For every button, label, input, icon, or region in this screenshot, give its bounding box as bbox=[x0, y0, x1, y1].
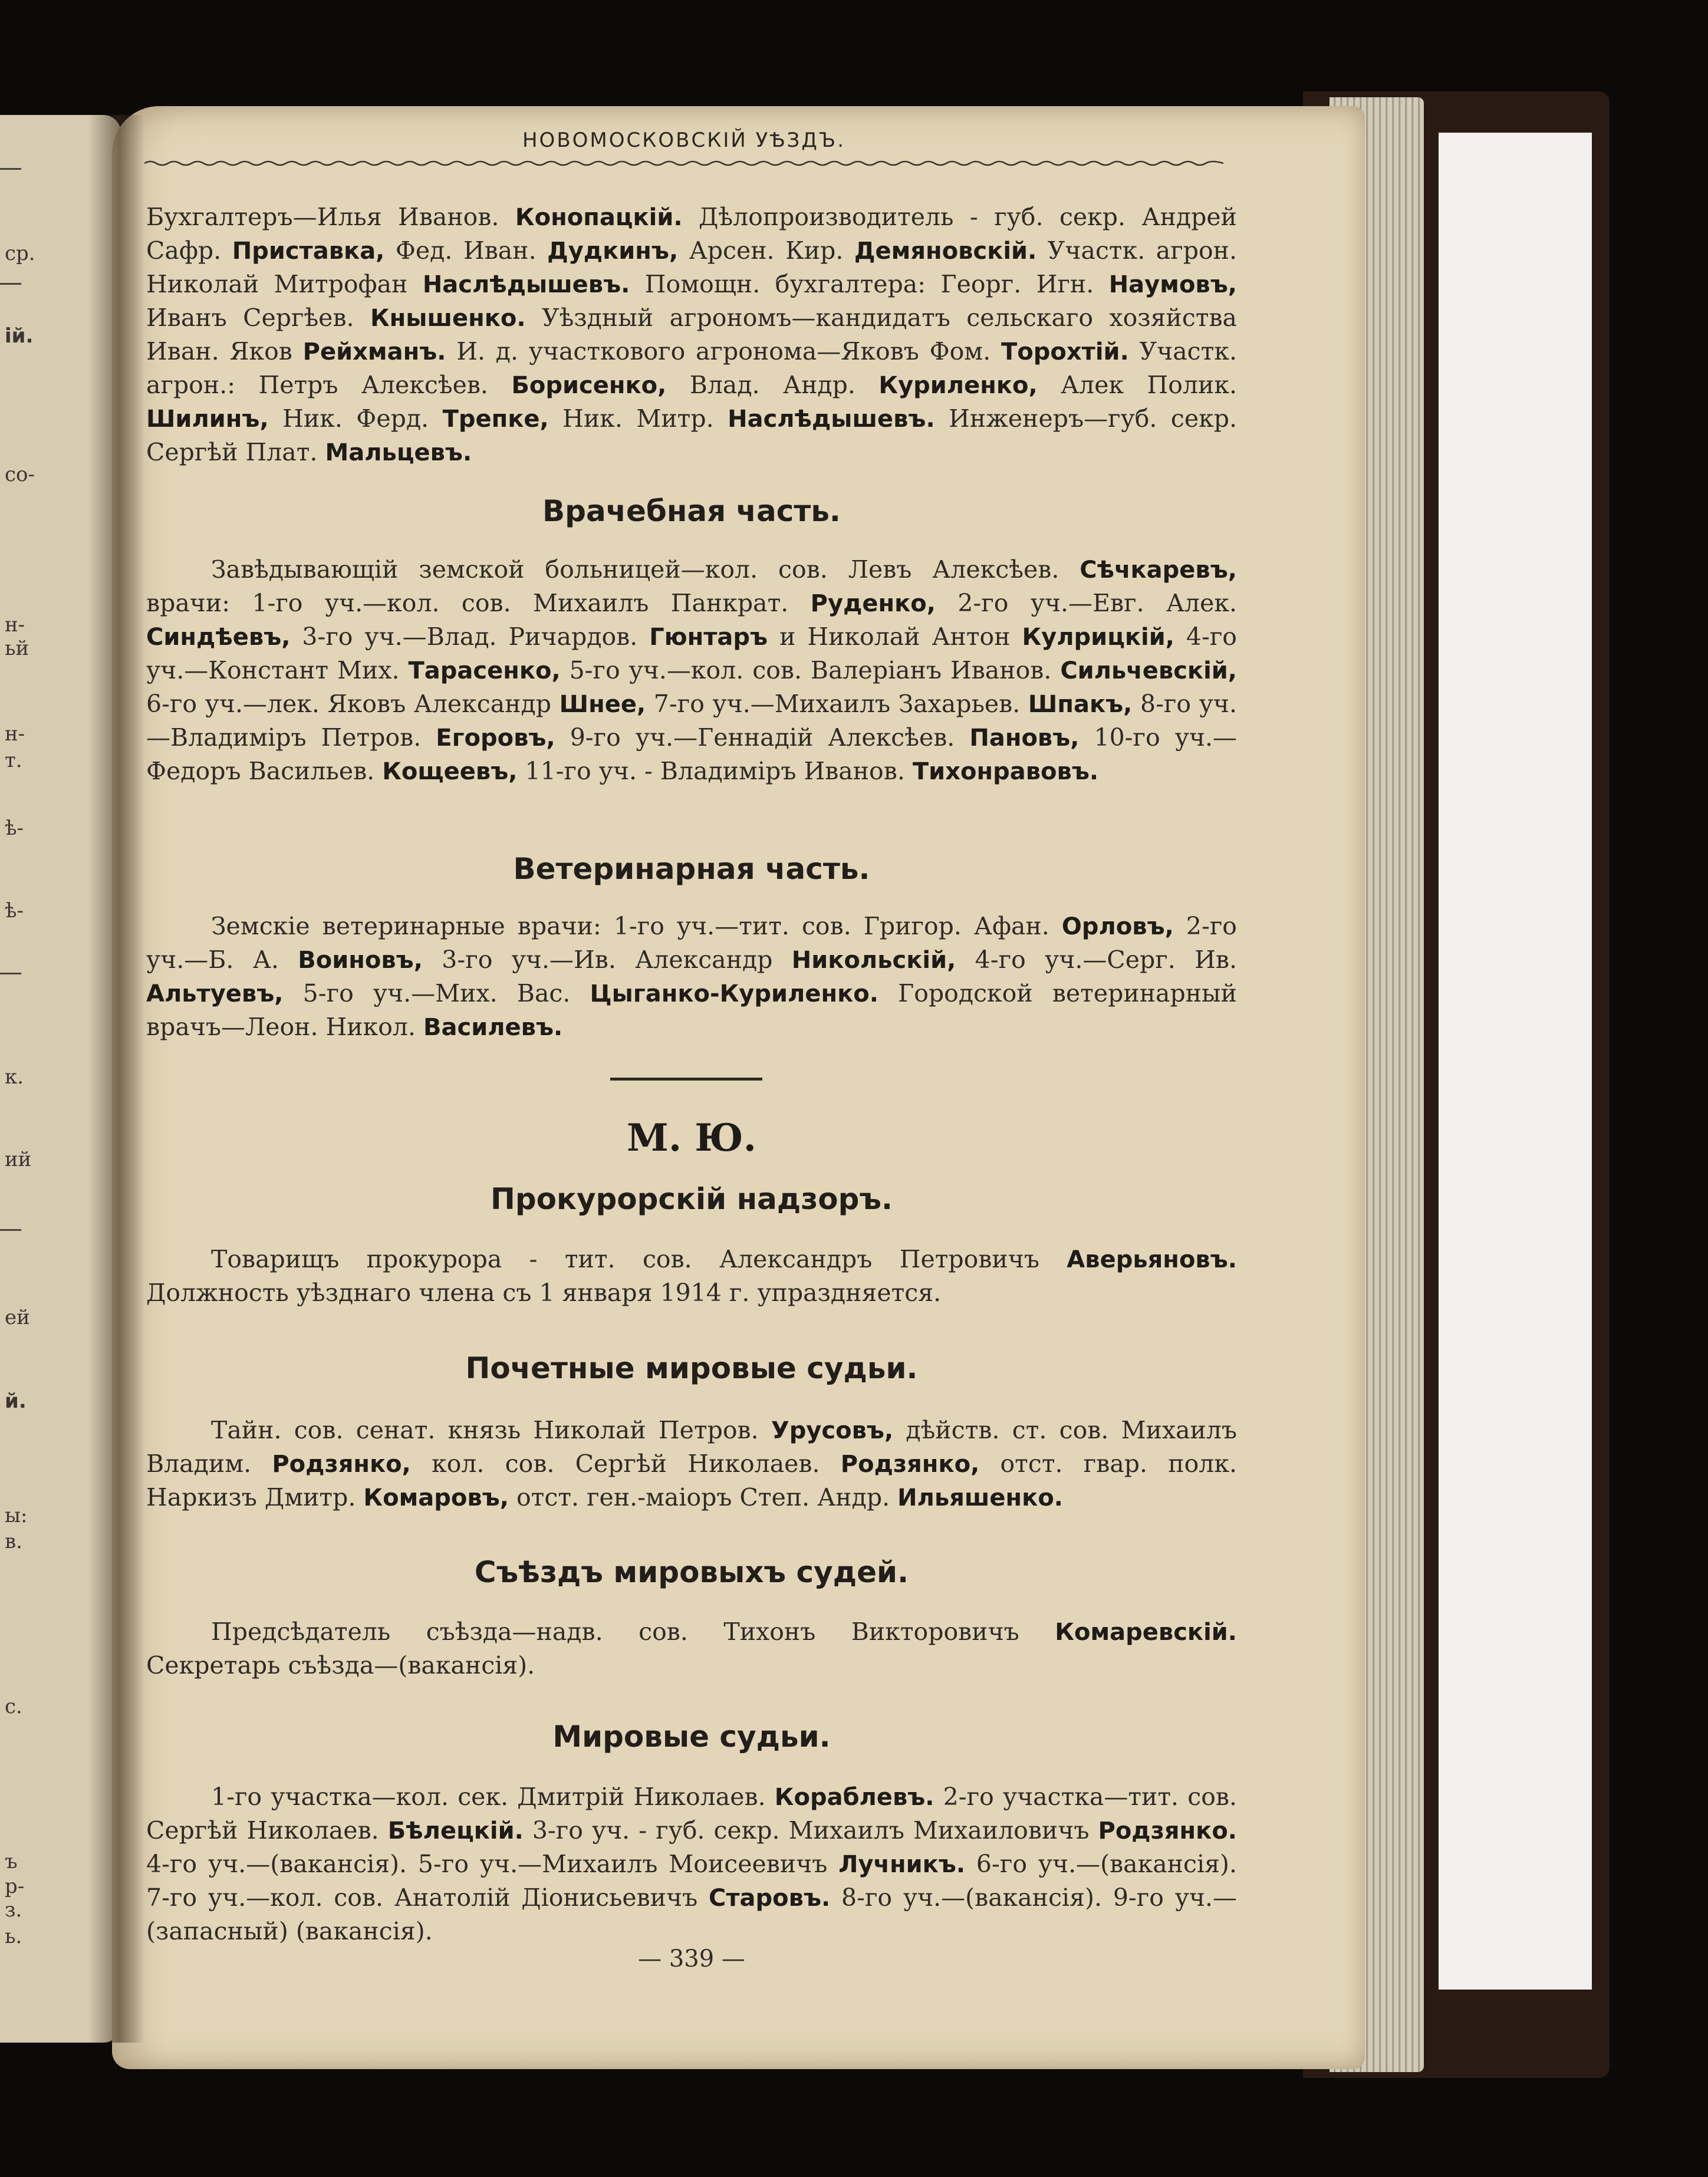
text-run: Должность уѣзднаго члена съ 1 января 1914 г. упраздняется. bbox=[146, 1279, 942, 1307]
left-page-fragment: ий bbox=[5, 1148, 32, 1171]
text-run: Иванъ Сергѣев. bbox=[146, 304, 370, 332]
surname: Демяновскій. bbox=[854, 238, 1037, 265]
text-run: Земскіе ветеринарные врачи: 1-го уч.—тит. сов. Григор. Афан. bbox=[211, 912, 1062, 940]
text-run: 5-го уч.—Мих. Вас. bbox=[283, 979, 590, 1007]
surname: Шилинъ, bbox=[146, 406, 269, 433]
surname: Рейхманъ. bbox=[302, 338, 446, 365]
surname: Никольскій, bbox=[791, 947, 956, 974]
text-run: 2-го уч.—Б. А. bbox=[146, 912, 1237, 974]
surname: Трепке, bbox=[442, 406, 549, 433]
text-run: Ник. Митр. bbox=[548, 404, 728, 433]
text-run: 4-го уч.—Констант Мих. bbox=[146, 623, 1237, 684]
left-page-fragment: ѣ- bbox=[5, 816, 24, 840]
text-run: Городской ветеринарный врачъ—Леон. Никол. bbox=[146, 979, 1237, 1041]
surname: Пановъ, bbox=[969, 724, 1080, 752]
text-run: Арсен. Кир. bbox=[678, 236, 854, 265]
surname: Сильчевскій, bbox=[1060, 657, 1237, 684]
surname: Ильяшенко. bbox=[897, 1484, 1063, 1511]
left-page-rule bbox=[0, 283, 21, 285]
text-run: Секретарь съѣзда—(вакансія). bbox=[146, 1651, 535, 1679]
text-run: Уѣздный агрономъ—кандидатъ сельскаго хозяйства Иван. Яков bbox=[146, 304, 1237, 365]
surname: Борисенко, bbox=[511, 372, 667, 399]
section-heading-justices: Мировые судьи. bbox=[552, 1720, 831, 1754]
surname: Тарасенко, bbox=[408, 657, 561, 684]
surname: Комаревскій. bbox=[1055, 1619, 1237, 1646]
text-run: Алек Полик. bbox=[1037, 371, 1237, 399]
text-run: Предсѣдатель съѣзда—надв. сов. Тихонъ Викторовичъ bbox=[211, 1618, 1055, 1646]
surname: Бѣлецкій. bbox=[387, 1817, 524, 1845]
text-run: Завѣдывающій земской больницей—кол. сов. Левъ Алексѣев. bbox=[211, 555, 1080, 584]
text-run: 8-го уч.—(вакансія). 9-го уч.—(запасный) (вакансія). bbox=[146, 1883, 1237, 1945]
text-run: 5-го уч.—кол. сов. Валеріанъ Иванов. bbox=[560, 656, 1061, 684]
surname: Урусовъ, bbox=[771, 1417, 894, 1444]
ministry-heading: М. Ю. bbox=[626, 1116, 757, 1160]
surname: Альтуевъ, bbox=[146, 980, 284, 1007]
text-run: 6-го уч.—лек. Яковъ Александр bbox=[146, 690, 560, 718]
left-page-fragment: ей bbox=[5, 1306, 30, 1329]
text-run: кол. сов. Сергѣй Николаев. bbox=[410, 1450, 841, 1478]
text-run: 8-го уч.—Владиміръ Петров. bbox=[146, 690, 1237, 752]
section-heading-congress: Съѣздъ мировыхъ судей. bbox=[474, 1555, 909, 1589]
text-run: 3-го уч.—Ив. Александр bbox=[422, 946, 792, 974]
surname: Наслѣдышевъ. bbox=[422, 271, 630, 298]
text-run: Помощн. бухгалтера: Георг. Игн. bbox=[630, 270, 1109, 298]
section-divider bbox=[610, 1078, 762, 1081]
surname: Сѣчкаревъ, bbox=[1080, 556, 1237, 584]
surname: Василевъ. bbox=[423, 1014, 563, 1041]
surname: Гюнтаръ bbox=[649, 624, 768, 651]
text-run: отст. ген.-маіоръ Степ. Андр. bbox=[508, 1483, 898, 1511]
surname: Дудкинъ, bbox=[547, 238, 679, 265]
surname: Наслѣдышевъ. bbox=[728, 406, 935, 433]
surname: Цыганко-Куриленко. bbox=[590, 980, 878, 1007]
surname: Старовъ. bbox=[709, 1885, 831, 1912]
left-page-rule bbox=[0, 973, 21, 974]
left-page-fragment: в. bbox=[5, 1530, 22, 1553]
left-page-fragment: т. bbox=[5, 749, 22, 772]
text-run: 2-го уч.—Евг. Алек. bbox=[935, 589, 1237, 617]
left-page-fragment: й. bbox=[5, 1389, 27, 1413]
text-run: Фед. Иван. bbox=[384, 236, 548, 265]
text-run: дѣйств. ст. сов. Михаилъ Владим. bbox=[146, 1416, 1237, 1478]
text-run: 11-го уч. - Владиміръ Иванов. bbox=[517, 757, 913, 785]
page-number: — 339 — bbox=[638, 1945, 745, 1972]
wavy-rule bbox=[144, 159, 1223, 167]
paper-insert bbox=[1439, 133, 1592, 1990]
surname: Родзянко, bbox=[840, 1451, 980, 1478]
text-run: и Николай Антон bbox=[768, 623, 1022, 651]
section-heading-veterinary: Ветеринарная часть. bbox=[513, 852, 870, 886]
left-page-fragment: ы: bbox=[5, 1504, 28, 1527]
surname: Орловъ, bbox=[1061, 913, 1174, 940]
text-run: Участк. агрон.: Петръ Алексѣев. bbox=[146, 337, 1237, 399]
left-page-fragment: ь. bbox=[5, 1925, 22, 1948]
text-run: 7-го уч.—Михаилъ Захарьев. bbox=[646, 690, 1028, 718]
surname: Лучникъ. bbox=[838, 1851, 966, 1878]
surname: Руденко, bbox=[810, 590, 936, 617]
text-run: 3-го уч.—Влад. Ричардов. bbox=[290, 623, 650, 651]
surname: Кощеевъ, bbox=[382, 758, 518, 785]
surname: Кнышенко. bbox=[370, 305, 526, 332]
surname: Родзянко, bbox=[272, 1451, 411, 1478]
staff-paragraph bbox=[146, 200, 1237, 469]
surname: Мальцевъ. bbox=[325, 439, 472, 466]
surname: Наумовъ, bbox=[1108, 271, 1237, 298]
left-page-fragment: ѣ- bbox=[5, 899, 24, 923]
surname: Аверьяновъ. bbox=[1067, 1246, 1237, 1273]
left-page-rule bbox=[0, 168, 21, 170]
text-run: Тайн. сов. сенат. князь Николай Петров. bbox=[211, 1416, 771, 1444]
surname: Кулрицкій, bbox=[1022, 624, 1174, 651]
surname: Комаровъ, bbox=[363, 1484, 509, 1511]
medical-paragraph bbox=[146, 553, 1237, 788]
surname: Егоровъ, bbox=[436, 724, 555, 752]
spine-shadow bbox=[88, 115, 144, 2043]
text-run: Ник. Ферд. bbox=[268, 404, 443, 433]
text-run: 1-го участка—кол. сек. Дмитрій Николаев. bbox=[211, 1783, 775, 1811]
text-run: Участк. агрон. Николай Митрофан bbox=[146, 236, 1237, 298]
surname: Тихонравовъ. bbox=[912, 758, 1099, 785]
left-page-fragment: ъ bbox=[5, 1850, 18, 1873]
text-run: Дѣлопроизводитель - губ. секр. Андрей Сафр. bbox=[146, 203, 1237, 265]
veterinary-paragraph bbox=[146, 910, 1237, 1044]
surname: Конопацкій. bbox=[515, 204, 683, 231]
section-heading-honorary: Почетные мировые судьи. bbox=[465, 1351, 918, 1385]
text-run: 6-го уч.—(вакансія). 7-го уч.—кол. сов. Анатолій Діонисьевичъ bbox=[146, 1850, 1237, 1912]
text-run: 2-го участка—тит. сов. Сергѣй Николаев. bbox=[146, 1783, 1237, 1845]
surname: Воиновъ, bbox=[298, 947, 423, 974]
left-page-fragment: со- bbox=[5, 463, 35, 486]
text-run: отст. гвар. полк. Наркизъ Дмитр. bbox=[146, 1450, 1237, 1511]
left-page-fragment: н- bbox=[5, 722, 25, 746]
text-run: 10-го уч.—Федоръ Васильев. bbox=[146, 723, 1237, 785]
prosecutor-paragraph bbox=[146, 1243, 1237, 1309]
left-page-fragment: з. bbox=[5, 1898, 22, 1922]
left-page-fragment: ср. bbox=[5, 242, 35, 265]
left-page-fragment: к. bbox=[5, 1065, 24, 1089]
surname: Шпакъ, bbox=[1028, 691, 1133, 718]
text-run: 4-го уч.—Серг. Ив. bbox=[956, 946, 1238, 974]
text-run: 3-го уч. - губ. секр. Михаилъ Михаиловичъ bbox=[523, 1816, 1098, 1845]
left-page-fragment: ій. bbox=[5, 324, 34, 348]
surname: Шнее, bbox=[559, 691, 646, 718]
left-page-fragment: н- bbox=[5, 613, 25, 637]
surname: Родзянко. bbox=[1098, 1817, 1237, 1845]
honorary-paragraph bbox=[146, 1414, 1237, 1514]
surname: Приставка, bbox=[232, 238, 385, 265]
left-page-rule bbox=[0, 1229, 21, 1231]
left-page-fragment: р- bbox=[5, 1875, 25, 1898]
section-heading-medical: Врачебная часть. bbox=[542, 494, 841, 528]
left-page-fragment: с. bbox=[5, 1695, 22, 1718]
text-run: врачи: 1-го уч.—кол. сов. Михаилъ Панкрат. bbox=[146, 589, 811, 617]
surname: Торохтій. bbox=[1001, 338, 1129, 365]
justices-paragraph bbox=[146, 1780, 1237, 1948]
surname: Куриленко, bbox=[878, 372, 1038, 399]
running-head: НОВОМОСКОВСКІЙ УѢЗДЪ. bbox=[522, 129, 845, 152]
text-run: Влад. Андр. bbox=[666, 371, 879, 399]
text-run: 4-го уч.—(вакансія). 5-го уч.—Михаилъ Моисеевичъ bbox=[146, 1850, 839, 1878]
text-run: И. д. участкового агронома—Яковъ Фом. bbox=[446, 337, 1001, 365]
surname: Синдѣевъ, bbox=[146, 624, 291, 651]
left-page-fragment: ьй bbox=[5, 637, 29, 660]
congress-paragraph bbox=[146, 1615, 1237, 1682]
text-run: Инженеръ—губ. секр. Сергѣй Плат. bbox=[146, 404, 1237, 466]
section-heading-prosecutor: Прокурорскій надзоръ. bbox=[490, 1182, 893, 1216]
text-run: 9-го уч.—Геннадій Алексѣев. bbox=[555, 723, 970, 752]
surname: Кораблевъ. bbox=[774, 1784, 934, 1811]
text-run: Товарищъ прокурора - тит. сов. Александръ Петровичъ bbox=[211, 1245, 1067, 1273]
text-run: Бухгалтеръ—Илья Иванов. bbox=[146, 203, 515, 231]
